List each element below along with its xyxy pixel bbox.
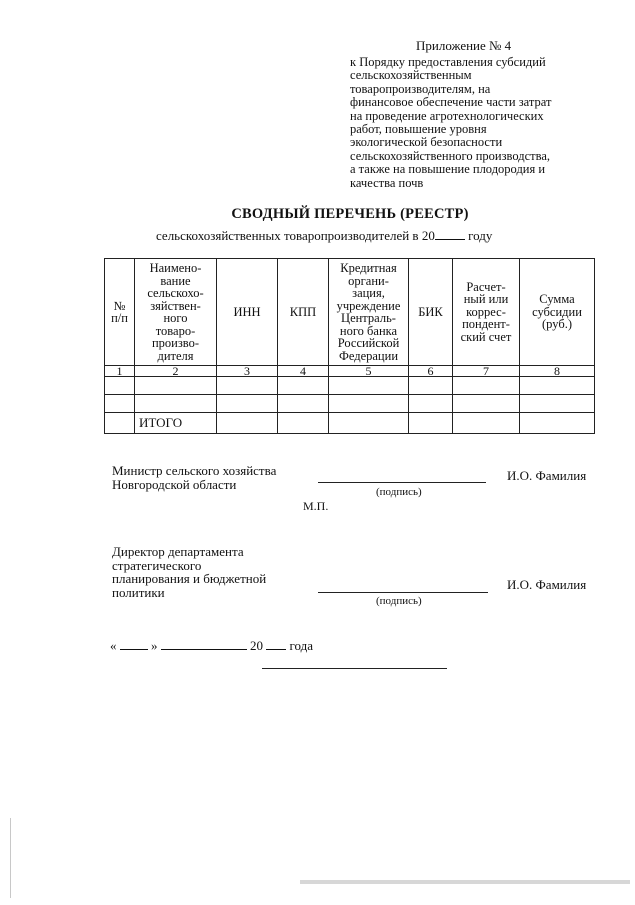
column-number: 8	[520, 366, 595, 377]
director-signature-line	[318, 592, 488, 593]
table-row	[105, 395, 595, 413]
year-blank	[266, 638, 286, 650]
column-number: 5	[329, 366, 409, 377]
subtitle-suffix: году	[468, 228, 493, 243]
appendix-line: а также на повышение плодородия и	[350, 162, 546, 177]
appendix-line: сельскохозяйственного производства,	[350, 148, 551, 163]
minister-title-line: Новгородской области	[112, 476, 237, 492]
date-line	[110, 638, 313, 654]
column-number: 2	[135, 366, 217, 377]
minister-signature-caption: (подпись)	[376, 486, 422, 498]
bottom-signature-line	[262, 668, 447, 669]
subtitle-prefix: сельскохозяйственных товаропроизводителей в 20	[156, 228, 435, 243]
table-cell	[329, 395, 409, 413]
year-suffix: года	[289, 638, 314, 653]
appendix-line: экологической безопасности	[350, 135, 503, 150]
column-number: 6	[409, 366, 453, 377]
director-title-line: планирования и бюджетной	[112, 571, 267, 586]
close-quote: »	[151, 638, 158, 653]
table-total-row	[105, 413, 595, 434]
appendix-line: на проведение агротехнологических	[350, 108, 544, 123]
total-label: ИТОГО	[135, 413, 217, 434]
appendix-line: сельскохозяйственным	[350, 68, 472, 83]
table-cell	[278, 377, 329, 395]
table-cell	[520, 413, 595, 434]
director-name: И.О. Фамилия	[507, 577, 587, 592]
minister-signature-line	[318, 482, 486, 483]
year-blank	[435, 228, 465, 240]
table-header-row	[105, 259, 595, 366]
director-title-line: стратегического	[112, 557, 202, 573]
header-cell-producer: Наимено- вание сельскохо- зяйствен- ного товаро- произво- дителя	[135, 259, 217, 366]
header-cell-amount: Сумма субсидии (руб.)	[520, 259, 595, 366]
appendix-line: качества почв	[350, 175, 424, 190]
table-cell	[105, 395, 135, 413]
table-cell	[520, 395, 595, 413]
header-cell-bank: Кредитная органи- зация, учреждение Централь- ного банка Российской Федерации	[329, 259, 409, 366]
director-title-line: Директор департамента	[112, 544, 244, 559]
appendix-line: финансовое обеспечение части затрат	[350, 95, 552, 110]
table-cell	[453, 413, 520, 434]
scan-edge-shadow	[300, 880, 630, 884]
column-number: 3	[217, 366, 278, 377]
column-number: 7	[453, 366, 520, 377]
year-prefix: 20	[250, 638, 263, 653]
header-cell-inn: ИНН	[217, 259, 278, 366]
table-cell	[409, 377, 453, 395]
minister-title	[112, 464, 276, 491]
column-number: 4	[278, 366, 329, 377]
registry-table	[104, 258, 595, 434]
table-cell	[135, 395, 217, 413]
stamp-label: М.П.	[303, 499, 329, 513]
document-subtitle	[156, 228, 492, 244]
table-cell	[217, 413, 278, 434]
table-cell	[329, 377, 409, 395]
month-blank	[161, 638, 247, 650]
table-cell	[409, 395, 453, 413]
table-cell	[135, 377, 217, 395]
table-cell	[105, 377, 135, 395]
header-cell-kpp: КПП	[278, 259, 329, 366]
director-title	[112, 545, 266, 599]
header-cell-account: Расчет- ный или коррес- пондент- ский счет	[453, 259, 520, 366]
open-quote: «	[110, 638, 117, 653]
table-cell	[520, 377, 595, 395]
appendix-title: Приложение № 4	[416, 38, 512, 53]
column-number: 1	[105, 366, 135, 377]
appendix-line: к Порядку предоставления субсидий	[350, 55, 546, 69]
minister-title-line: Министр сельского хозяйства	[112, 463, 277, 478]
table-cell	[278, 395, 329, 413]
minister-name: И.О. Фамилия	[507, 468, 587, 483]
table-cell	[278, 413, 329, 434]
table-cell	[217, 395, 278, 413]
table-cell	[217, 377, 278, 395]
appendix-description	[350, 56, 605, 190]
header-cell-number: № п/п	[105, 259, 135, 366]
table-cell	[409, 413, 453, 434]
table-number-row	[105, 366, 595, 377]
header-cell-bik: БИК	[409, 259, 453, 366]
director-title-line: политики	[112, 584, 165, 600]
table-cell	[453, 377, 520, 395]
table-cell	[329, 413, 409, 434]
appendix-line: товаропроизводителям, на	[350, 81, 491, 96]
day-blank	[120, 638, 148, 650]
table-cell	[105, 413, 135, 434]
director-signature-caption: (подпись)	[376, 595, 422, 607]
scan-margin-line	[10, 818, 11, 898]
appendix-line: работ, повышение уровня	[350, 122, 487, 137]
table-row	[105, 377, 595, 395]
document-title: СВОДНЫЙ ПЕРЕЧЕНЬ (РЕЕСТР)	[231, 206, 469, 222]
table-cell	[453, 395, 520, 413]
